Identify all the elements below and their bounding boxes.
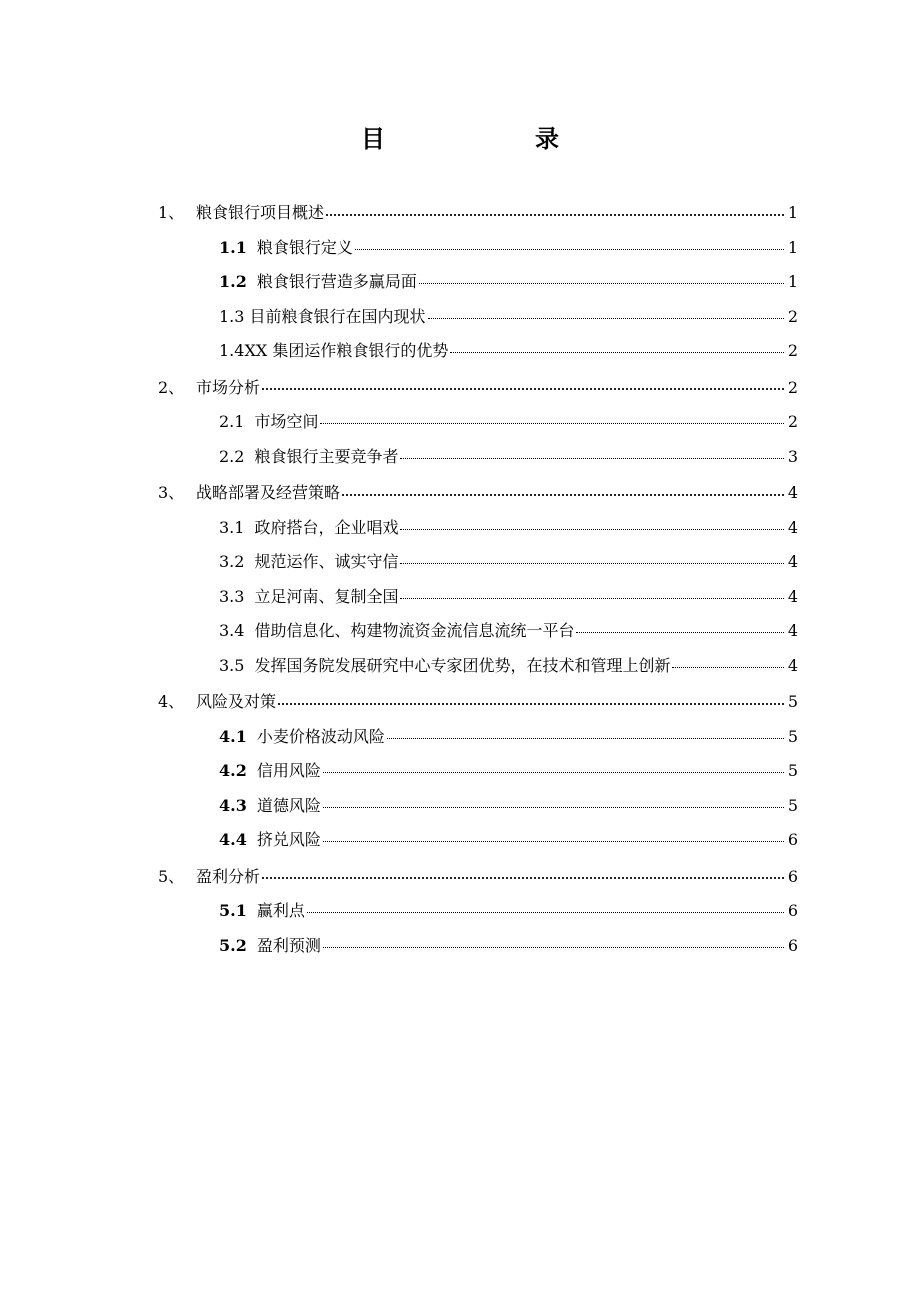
toc-number: 5.2 — [219, 935, 247, 955]
toc-entry-4-1[interactable] — [158, 724, 798, 759]
toc-number: 4、 — [158, 692, 185, 711]
toc-page-number: 2 — [787, 377, 798, 397]
dot-leader — [278, 702, 784, 705]
toc-label: 发挥国务院发展研究中心专家团优势，在技术和管理上创新 — [254, 655, 671, 675]
toc-label: 借助信息化、构建物流资金流信息流统一平台 — [254, 621, 575, 640]
toc-page-number: 5 — [787, 795, 798, 815]
toc-page-number: 4 — [787, 655, 798, 675]
toc-page-number: 3 — [787, 446, 798, 466]
toc-entry-3-4[interactable] — [158, 618, 798, 653]
toc-page-number: 4 — [787, 552, 798, 571]
toc-page-number: 1 — [787, 237, 798, 257]
toc-number: 3.4 — [219, 621, 245, 640]
toc-number: 5.1 — [219, 901, 247, 920]
toc-entry-3[interactable] — [158, 480, 798, 515]
toc-page-number: 2 — [787, 412, 798, 431]
toc-entry-1-2[interactable] — [158, 269, 798, 304]
toc-number: 2、 — [158, 377, 185, 397]
toc-number: 4.1 — [219, 726, 247, 746]
toc-page-number: 6 — [787, 935, 798, 955]
toc-label: 战略部署及经营策略 — [196, 483, 341, 502]
toc-label: 粮食银行定义 — [256, 237, 353, 257]
toc-entry-4[interactable] — [158, 689, 798, 724]
dot-leader — [262, 387, 784, 390]
dot-leader — [428, 317, 784, 319]
toc-entry-1[interactable] — [158, 200, 798, 235]
toc-label: 市场空间 — [254, 412, 319, 431]
toc-label: 1.3 目前粮食银行在国内现状 — [219, 306, 426, 326]
toc-number: 3.1 — [219, 517, 245, 537]
toc-label: 粮食银行营造多赢局面 — [256, 272, 417, 291]
toc-number: 2.1 — [219, 412, 245, 431]
toc-number: 3、 — [158, 483, 185, 502]
toc-label: 风险及对策 — [196, 692, 277, 711]
page-title: 目 录 — [361, 124, 593, 153]
toc-number: 1、 — [158, 203, 185, 222]
toc-label: 立足河南、复制全国 — [254, 586, 399, 606]
toc-page-number: 4 — [787, 586, 798, 606]
toc-page-number: 1 — [787, 272, 798, 291]
dot-leader — [450, 351, 784, 353]
dot-leader — [326, 213, 784, 216]
toc-label: 1.4XX 集团运作粮食银行的优势 — [219, 341, 449, 360]
dot-leader — [387, 737, 784, 739]
toc-label: 粮食银行项目概述 — [196, 203, 325, 222]
toc-entry-5-2[interactable] — [158, 933, 798, 968]
toc-number: 4.4 — [219, 830, 247, 849]
dot-leader — [400, 528, 784, 530]
toc-number: 4.3 — [219, 795, 247, 815]
toc-number: 5、 — [158, 866, 185, 886]
toc-page-number: 4 — [787, 621, 798, 640]
dot-leader — [400, 597, 784, 599]
toc-label: 信用风险 — [256, 761, 321, 780]
toc-entry-2-2[interactable] — [158, 444, 798, 479]
toc-entry-3-5[interactable] — [158, 653, 798, 688]
toc-label: 道德风险 — [256, 795, 321, 815]
toc-entry-4-3[interactable] — [158, 793, 798, 828]
toc-label: 粮食银行主要竞争者 — [254, 446, 399, 466]
toc-entry-5-1[interactable] — [158, 898, 798, 933]
toc-page-number: 5 — [787, 761, 798, 780]
table-of-contents — [158, 198, 798, 967]
toc-entry-2[interactable] — [158, 375, 798, 410]
toc-number: 1.1 — [219, 237, 247, 257]
toc-label: 挤兑风险 — [256, 830, 321, 849]
dot-leader — [323, 771, 784, 773]
toc-label: 政府搭台，企业唱戏 — [254, 517, 399, 537]
toc-entry-3-1[interactable] — [158, 515, 798, 550]
toc-entry-1-3[interactable] — [158, 304, 798, 339]
dot-leader — [355, 248, 784, 250]
toc-entry-3-2[interactable] — [158, 549, 798, 584]
toc-entry-4-2[interactable] — [158, 758, 798, 793]
toc-entry-2-1[interactable] — [158, 409, 798, 444]
toc-page-number: 4 — [787, 483, 798, 502]
dot-leader — [323, 840, 784, 842]
toc-label: 市场分析 — [196, 377, 261, 397]
toc-page-number: 6 — [787, 866, 798, 886]
toc-number: 4.2 — [219, 761, 247, 780]
toc-label: 盈利预测 — [256, 935, 321, 955]
toc-entry-1-1[interactable] — [158, 235, 798, 270]
toc-page-number: 6 — [787, 830, 798, 849]
dot-leader — [307, 911, 784, 913]
toc-number: 3.3 — [219, 586, 245, 606]
toc-page-number: 4 — [787, 517, 798, 537]
toc-label: 盈利分析 — [196, 866, 261, 886]
toc-label: 赢利点 — [256, 901, 305, 920]
dot-leader — [419, 282, 784, 284]
toc-page-number: 5 — [787, 692, 798, 711]
toc-label: 规范运作、诚实守信 — [254, 552, 399, 571]
dot-leader — [320, 422, 784, 424]
dot-leader — [323, 946, 784, 948]
toc-entry-5[interactable] — [158, 864, 798, 899]
toc-page-number: 1 — [787, 203, 798, 222]
dot-leader — [342, 493, 784, 496]
toc-page-number: 2 — [787, 306, 798, 326]
toc-label: 小麦价格波动风险 — [256, 726, 385, 746]
dot-leader — [323, 806, 784, 808]
toc-page-number: 2 — [787, 341, 798, 360]
dot-leader — [576, 631, 784, 633]
dot-leader — [400, 457, 784, 459]
toc-page-number: 6 — [787, 901, 798, 920]
dot-leader — [262, 876, 784, 879]
dot-leader — [672, 666, 784, 668]
toc-number: 1.2 — [219, 272, 247, 291]
toc-number: 3.2 — [219, 552, 245, 571]
toc-entry-1-4[interactable] — [158, 338, 798, 373]
toc-number: 3.5 — [219, 655, 245, 675]
toc-entry-4-4[interactable] — [158, 827, 798, 862]
toc-entry-3-3[interactable] — [158, 584, 798, 619]
dot-leader — [400, 562, 784, 564]
toc-page-number: 5 — [787, 726, 798, 746]
toc-number: 2.2 — [219, 446, 245, 466]
